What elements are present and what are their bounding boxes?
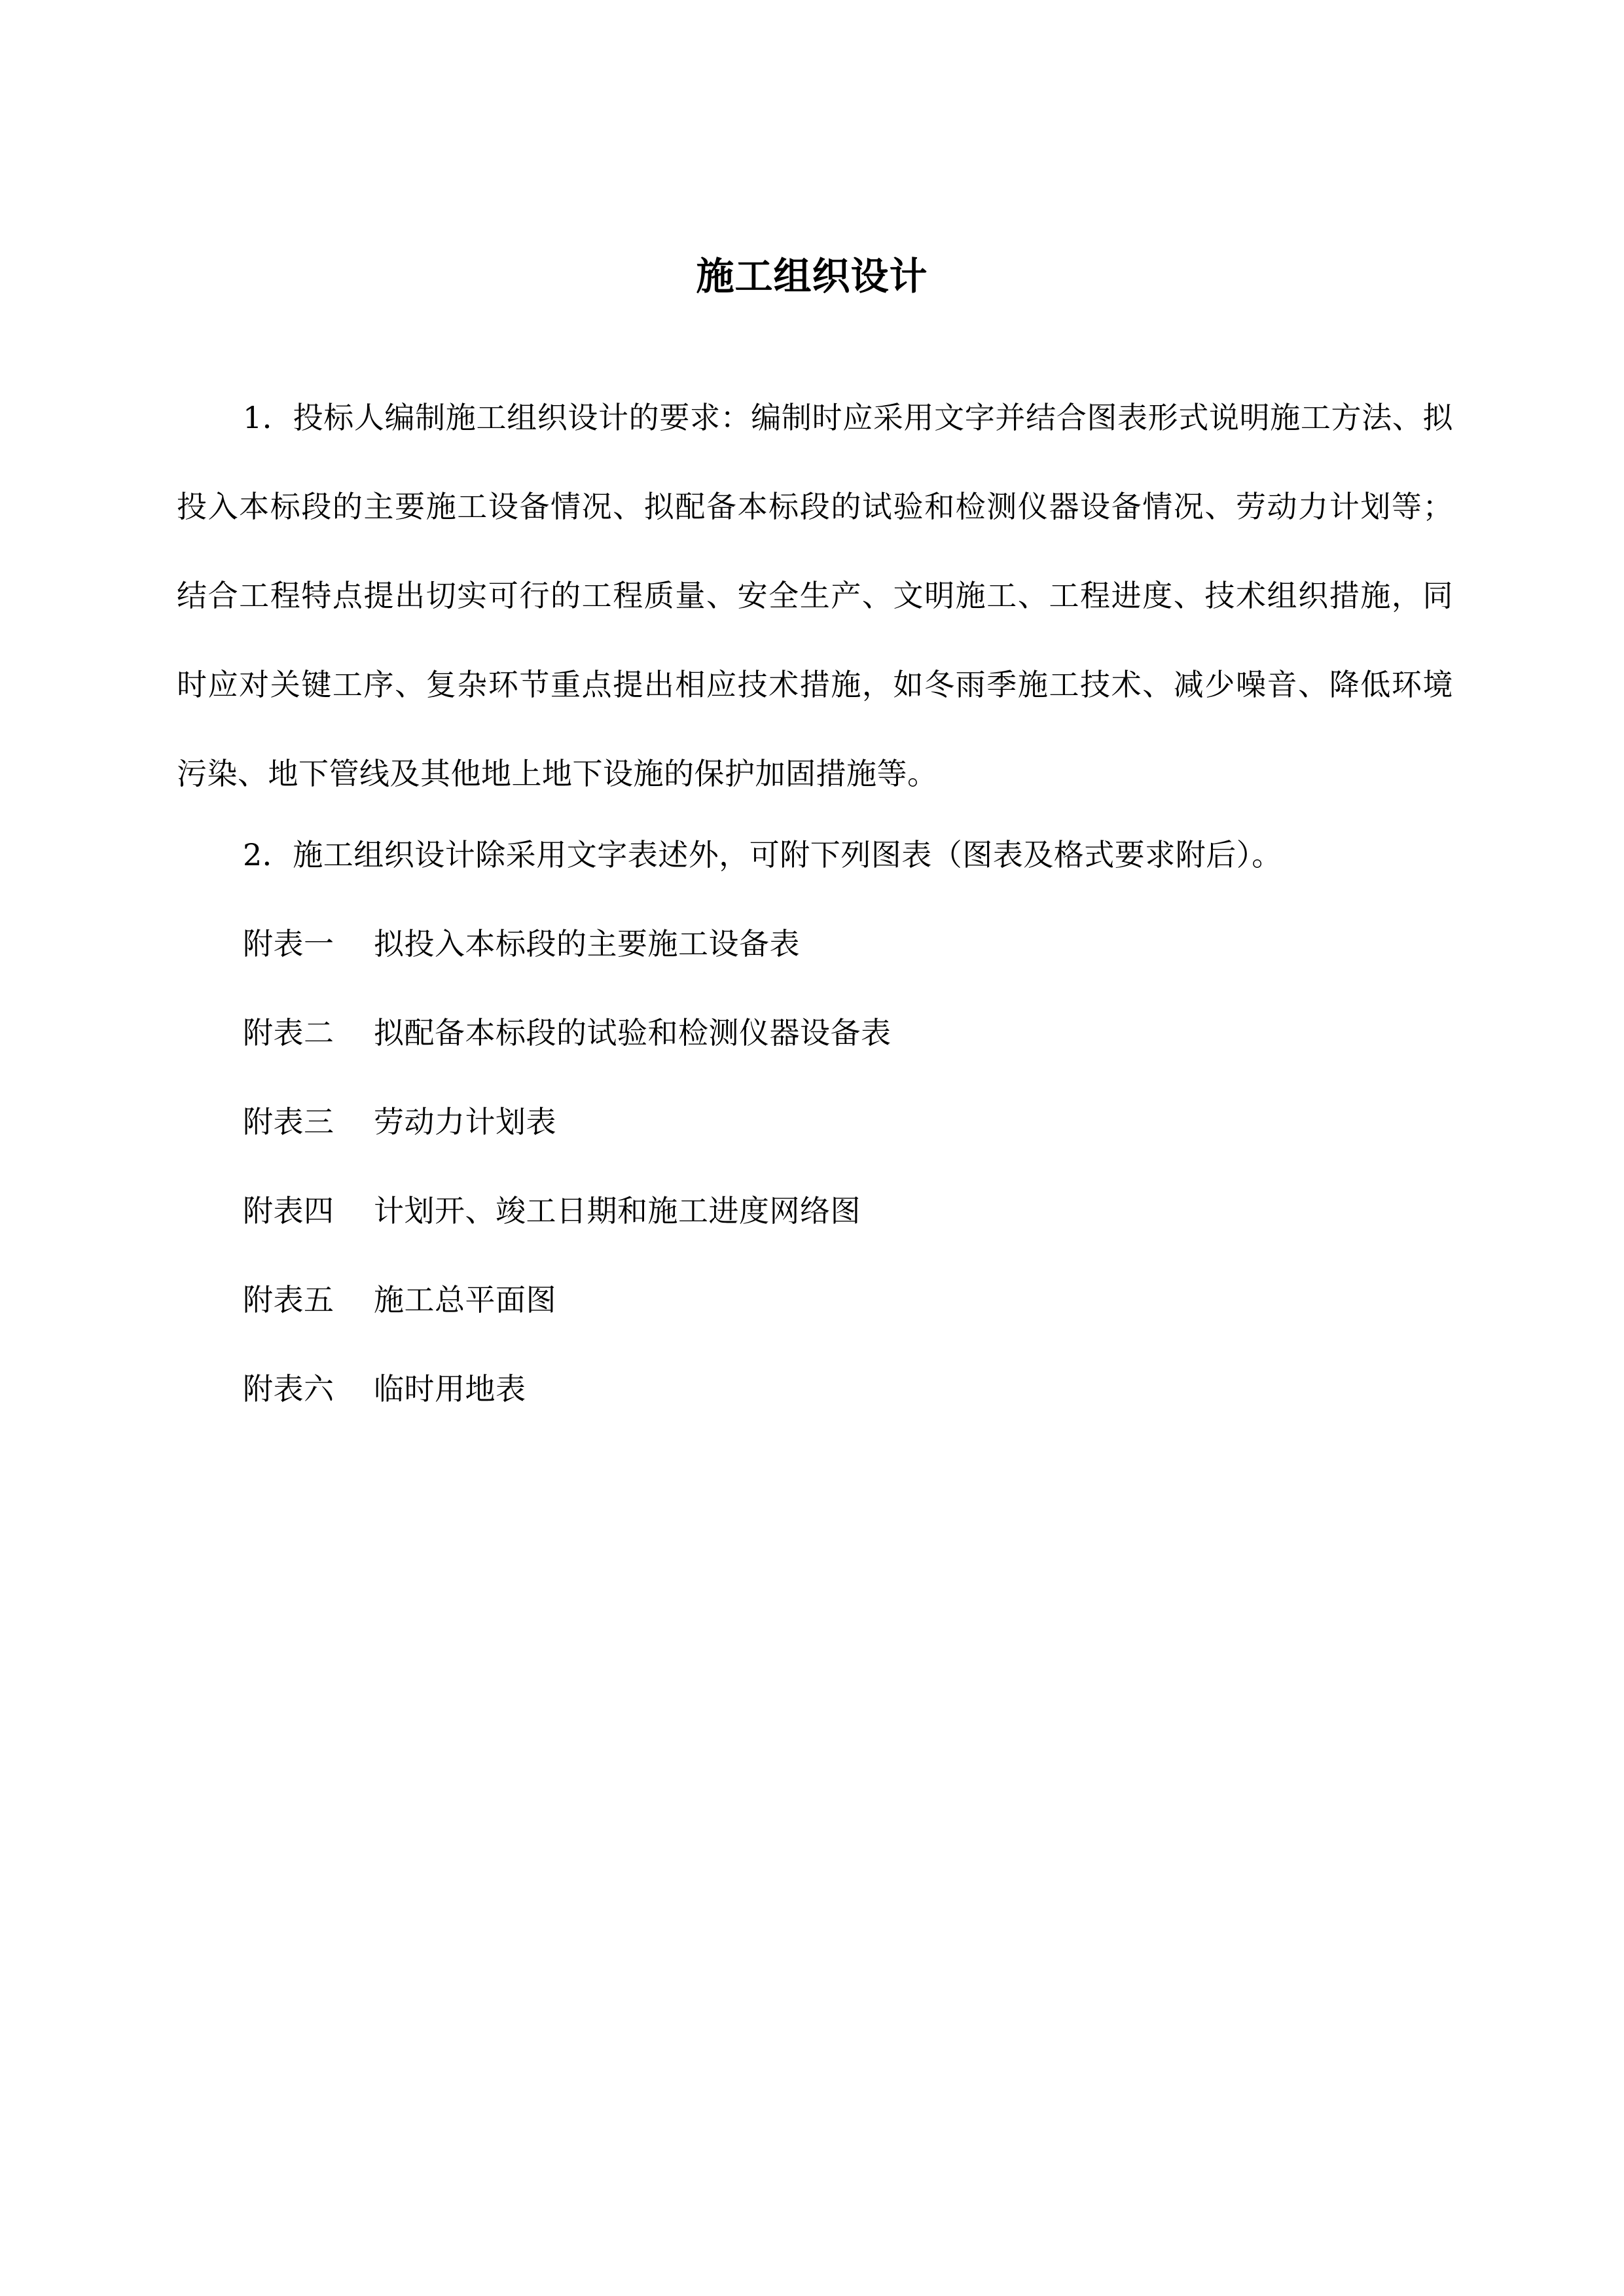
appendix-name: 临时用地表 [374,1371,526,1407]
paragraph-attachments [243,829,1282,881]
appendix-item [243,1274,556,1326]
appendix-item [243,1363,526,1415]
appendix-name: 计划开、竣工日期和施工进度网络图 [374,1193,861,1229]
paragraph-number: 1． [243,400,293,435]
appendix-label: 附表一 [243,926,334,961]
appendix-label: 附表二 [243,1015,334,1050]
paragraph-requirements [177,373,1453,818]
appendix-name: 劳动力计划表 [374,1104,556,1139]
appendix-label: 附表六 [243,1371,334,1407]
appendix-name: 拟投入本标段的主要施工设备表 [374,926,800,961]
paragraph-number: 2． [243,837,293,872]
paragraph-text: 投标人编制施工组织设计的要求：编制时应采用文字并结合图表形式说明施工方法、拟投入本标段的主要施工设备情况、拟配备本标段的试验和检测仪器设备情况、劳动力计划等；结合工程特点提出切实可行的工程质量、安全生产、文明施工、工程进度、技术组织措施，同时应对关键工序、复杂环节重点提出相应技术措施，如冬雨季施工技术、减少噪音、降低环境污染、地下管线及其他地上地下设施的保护加固措施等。 [177,400,1453,791]
appendix-item [243,918,800,970]
appendix-item [243,1185,861,1237]
appendix-item [243,1007,892,1059]
page-title: 施工组织设计 [696,254,928,298]
appendix-name: 施工总平面图 [374,1282,556,1318]
appendix-item [243,1096,556,1148]
paragraph-text: 施工组织设计除采用文字表述外，可附下列图表（图表及格式要求附后）。 [293,837,1282,872]
appendix-label: 附表三 [243,1104,334,1139]
appendix-label: 附表五 [243,1282,334,1318]
appendix-name: 拟配备本标段的试验和检测仪器设备表 [374,1015,892,1050]
appendix-label: 附表四 [243,1193,334,1229]
